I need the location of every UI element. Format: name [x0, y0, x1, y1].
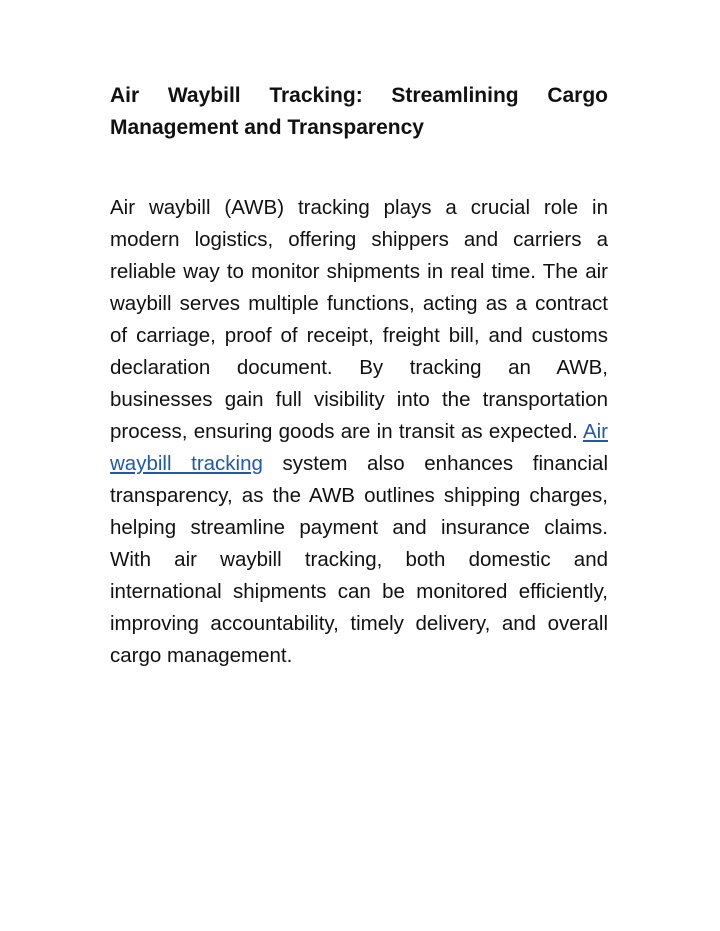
document-content [110, 80, 608, 672]
document-title: Air Waybill Tracking: Streamlining Cargo Management and Transparency [110, 84, 608, 139]
paragraph-text-after-link: system also enhances financial transparency, as the AWB outlines shipping charges, helping streamline payment and insurance claims. With air waybill tracking, both domestic and international shipments can be monitored efficiently, improving accountability, timely delivery, and overall cargo management. [110, 452, 609, 667]
body-paragraph [110, 192, 608, 672]
air-waybill-tracking-link[interactable]: Air waybill tracking [110, 420, 608, 475]
paragraph-text-before-link: Air waybill (AWB) tracking plays a crucial role in modern logistics, offering shippers and carriers a reliable way to monitor shipments in real time. The air waybill serves multiple functions, acting as a contract of carriage, proof of receipt, freight bill, and customs declaration document. By tracking an AWB, businesses gain full visibility into the transportation process, ensuring goods are in transit as expected. [110, 196, 608, 443]
